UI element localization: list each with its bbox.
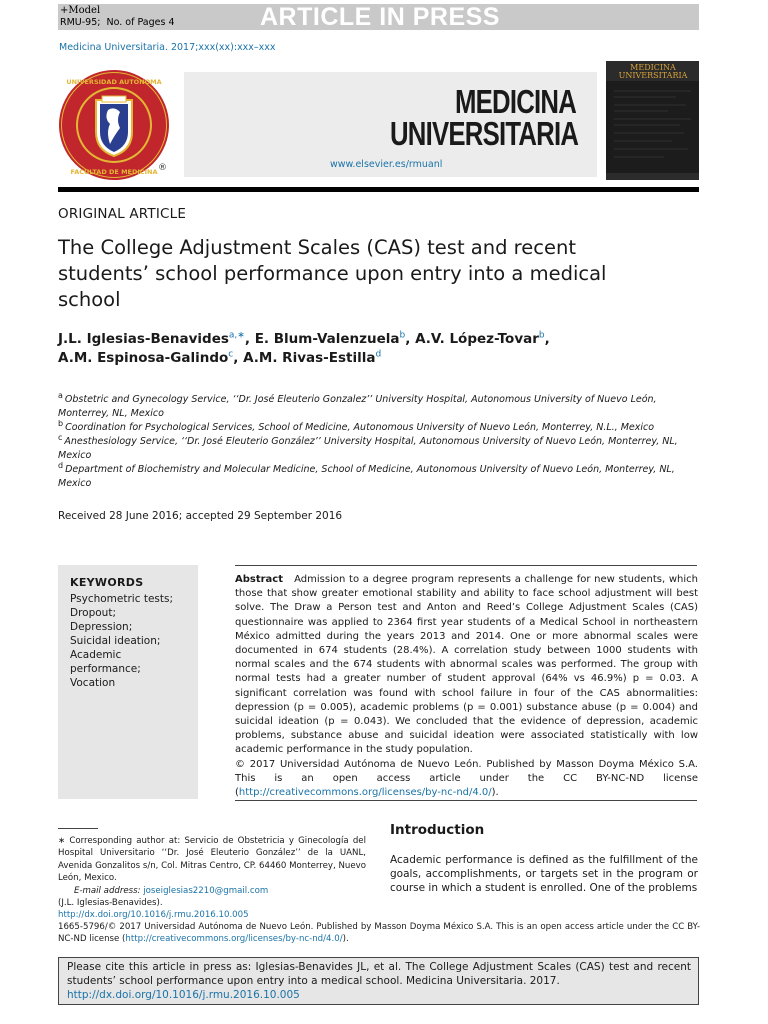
- author-separator: ,: [544, 331, 550, 347]
- header-rule: [58, 187, 699, 192]
- issn-license-link[interactable]: http://creativecommons.org/licenses/by-nc-nd/4.0/: [125, 934, 343, 945]
- abstract-label: Abstract: [235, 574, 284, 585]
- author-affiliation-mark[interactable]: d: [375, 349, 382, 360]
- author-affiliation-mark[interactable]: b: [538, 330, 545, 341]
- author-name: A.M. Espinosa-Galindo: [58, 350, 229, 366]
- abstract-rule-top: [235, 565, 697, 566]
- abstract: [235, 573, 698, 800]
- keywords-heading: KEYWORDS: [70, 576, 144, 589]
- issn-license-line: [58, 921, 700, 946]
- svg-text:UNIVERSIDAD AUTONOMA: UNIVERSIDAD AUTONOMA: [66, 78, 162, 86]
- email-link[interactable]: joseiglesias2210@gmail.com: [143, 886, 269, 896]
- journal-url-link[interactable]: www.elsevier.es/rmuanl: [330, 159, 443, 170]
- author-affiliation-mark[interactable]: c: [228, 349, 234, 360]
- affiliation-text: Coordination for Psychological Services, School of Medicine, Autonomous University of Nuevo León, Monterrey, N.L., Mexico: [65, 422, 655, 433]
- abstract-copyright: © 2017 Universidad Autónoma de Nuevo León. Published by Masson Doyma México S.A. This is an open access article under the CC BY-NC-ND license (: [235, 758, 698, 799]
- author-affiliation-mark[interactable]: b: [399, 330, 406, 341]
- article-title: The College Adjustment Scales (CAS) test and recent students’ school performance upon entry into a medical school: [58, 236, 607, 311]
- affiliation-text: Department of Biochemistry and Molecular Medicine, School of Medicine, Autonomous University of Nuevo León, Monterrey, NL, Mexico: [58, 464, 675, 489]
- author-name: E. Blum-Valenzuela: [254, 331, 400, 347]
- journal-title-line2: UNIVERSITARIA: [390, 115, 579, 152]
- journal-reference[interactable]: Medicina Universitaria. 2017;xxx(xx):xxx–xxx: [59, 42, 276, 53]
- email-label: E-mail address:: [74, 886, 141, 896]
- pages-label: No. of Pages 4: [106, 17, 175, 28]
- author-name: A.V. López-Tovar: [415, 331, 539, 347]
- affiliation-mark: d: [58, 460, 64, 470]
- abstract-rule-bottom: [235, 800, 697, 801]
- doi-link-text[interactable]: http://dx.doi.org/10.1016/j.rmu.2016.10.005: [58, 910, 249, 920]
- abstract-copyright-end: ).: [491, 787, 499, 799]
- manuscript-ref: [60, 17, 175, 28]
- author-name: J.L. Iglesias-Benavides: [58, 331, 229, 347]
- affiliation-mark: c: [58, 432, 63, 442]
- keyword-item: Psychometric tests;: [70, 593, 174, 605]
- citation-text: [67, 960, 691, 1003]
- article-in-press-label: ARTICLE IN PRESS: [260, 3, 500, 31]
- author-separator: ,: [244, 331, 255, 347]
- university-seal-logo: [58, 70, 170, 180]
- affiliation-d: [58, 460, 700, 491]
- corresponding-author-note: ∗ Corresponding author at: Servicio de Obstetricia y Ginecología del Hospital Universitario ‘‘Dr. José Eleuterio González’’ de la UANL, Avenida Gonzalitos s/n, Col. Mitras Centro, CP. 64460 Monterrey, Nuevo León, Mexico.: [58, 836, 366, 884]
- keyword-item: Suicidal ideation;: [70, 635, 161, 647]
- keyword-item: Academic: [70, 649, 122, 661]
- svg-text:FACULTAD DE MEDICINA: FACULTAD DE MEDICINA: [70, 168, 158, 176]
- journal-title-line1: MEDICINA: [455, 83, 577, 120]
- license-link[interactable]: http://creativecommons.org/licenses/by-nc-nd/4.0/: [238, 787, 492, 799]
- model-label: +Model: [60, 5, 101, 16]
- footnote-rule: [58, 828, 98, 829]
- citation-body: Please cite this article in press as: Iglesias-Benavides JL, et al. The College Adjustment Scales (CAS) test and recent students’ school performance upon entry into a medical school. Medicina Universitaria. 2017.: [67, 961, 691, 988]
- author-separator: ,: [233, 350, 244, 366]
- affiliation-text: Obstetric and Gynecology Service, ‘‘Dr. José Eleuterio Gonzalez’’ University Hospital, Autonomous University of Nuevo León, Monterrey, NL, Mexico: [58, 394, 657, 419]
- ref-code: RMU-95;: [60, 17, 101, 28]
- affiliation-text: Anesthesiology Service, ‘‘Dr. José Eleuterio González’’ University Hospital, Autonomous University of Nuevo León, Monterrey, NL, Mexico: [58, 436, 678, 461]
- registered-mark: ®: [158, 163, 167, 173]
- keyword-item: performance;: [70, 663, 141, 675]
- authors-line-2: [58, 350, 381, 366]
- email-owner: (J.L. Iglesias-Benavides).: [58, 898, 163, 908]
- author-separator: ,: [405, 331, 416, 347]
- section-label: ORIGINAL ARTICLE: [58, 206, 187, 222]
- introduction-text: Academic performance is defined as the fulfillment of the goals, accomplishments, or targets set in the program or course in which a student is enrolled. One of the problems: [390, 854, 698, 894]
- author-affiliation-mark[interactable]: a,∗: [228, 330, 245, 341]
- introduction-heading: Introduction: [390, 822, 485, 838]
- keyword-item: Vocation: [70, 677, 116, 689]
- affiliation-mark: a: [58, 390, 63, 400]
- doi-link[interactable]: [58, 909, 366, 921]
- affiliation-c: [58, 432, 700, 463]
- affiliation-mark: b: [58, 418, 64, 428]
- citation-doi-link[interactable]: http://dx.doi.org/10.1016/j.rmu.2016.10.005: [67, 989, 300, 1002]
- issn-text: 1665-5796/© 2017 Universidad Autónoma de Nuevo León. Published by Masson Doyma México S.A. This is an open access article under the CC BY-NC-ND license (: [58, 922, 700, 945]
- keyword-item: Dropout;: [70, 607, 116, 619]
- email-note: [74, 885, 366, 897]
- abstract-text: Admission to a degree program represents a challenge for new students, which those that show greater emotional stability and ability to face school adjustment will best solve. The Draw a Person test and Anton and Reed’s College Adjustment Scales (CAS) questionnaire was applied to 2364 first year students of a Medical School in northeastern México admitted during the years 2013 and 2014. One or more abnormal scales were documented in 674 students (28.4%). A correlation study between 1000 students with normal scales and the 674 students with abnormal scales was performed. The group with normal tests had a greater number of student approval (64% vs 46.9%) p = 0.03. A significant correlation was found with school failure in four of the CAS abnormalities: depression (p = 0.005), academic problems (p = 0.001) substance abuse (p = 0.004) and suicidal ideation (p = 0.043). We concluded that the evidence of depression, academic problems, substance abuse and suicidal ideation were associated statistically with low academic performance in the study population.: [235, 574, 698, 756]
- affiliation-b: [58, 418, 700, 435]
- cover-title: MEDICINA UNIVERSITARIA: [618, 63, 688, 80]
- received-dates: Received 28 June 2016; accepted 29 September 2016: [58, 510, 343, 522]
- authors-line-1: [58, 331, 550, 347]
- author-name: A.M. Rivas-Estilla: [243, 350, 376, 366]
- keyword-item: Depression;: [70, 621, 133, 633]
- affiliation-a: [58, 390, 700, 421]
- issn-end: ).: [342, 934, 349, 945]
